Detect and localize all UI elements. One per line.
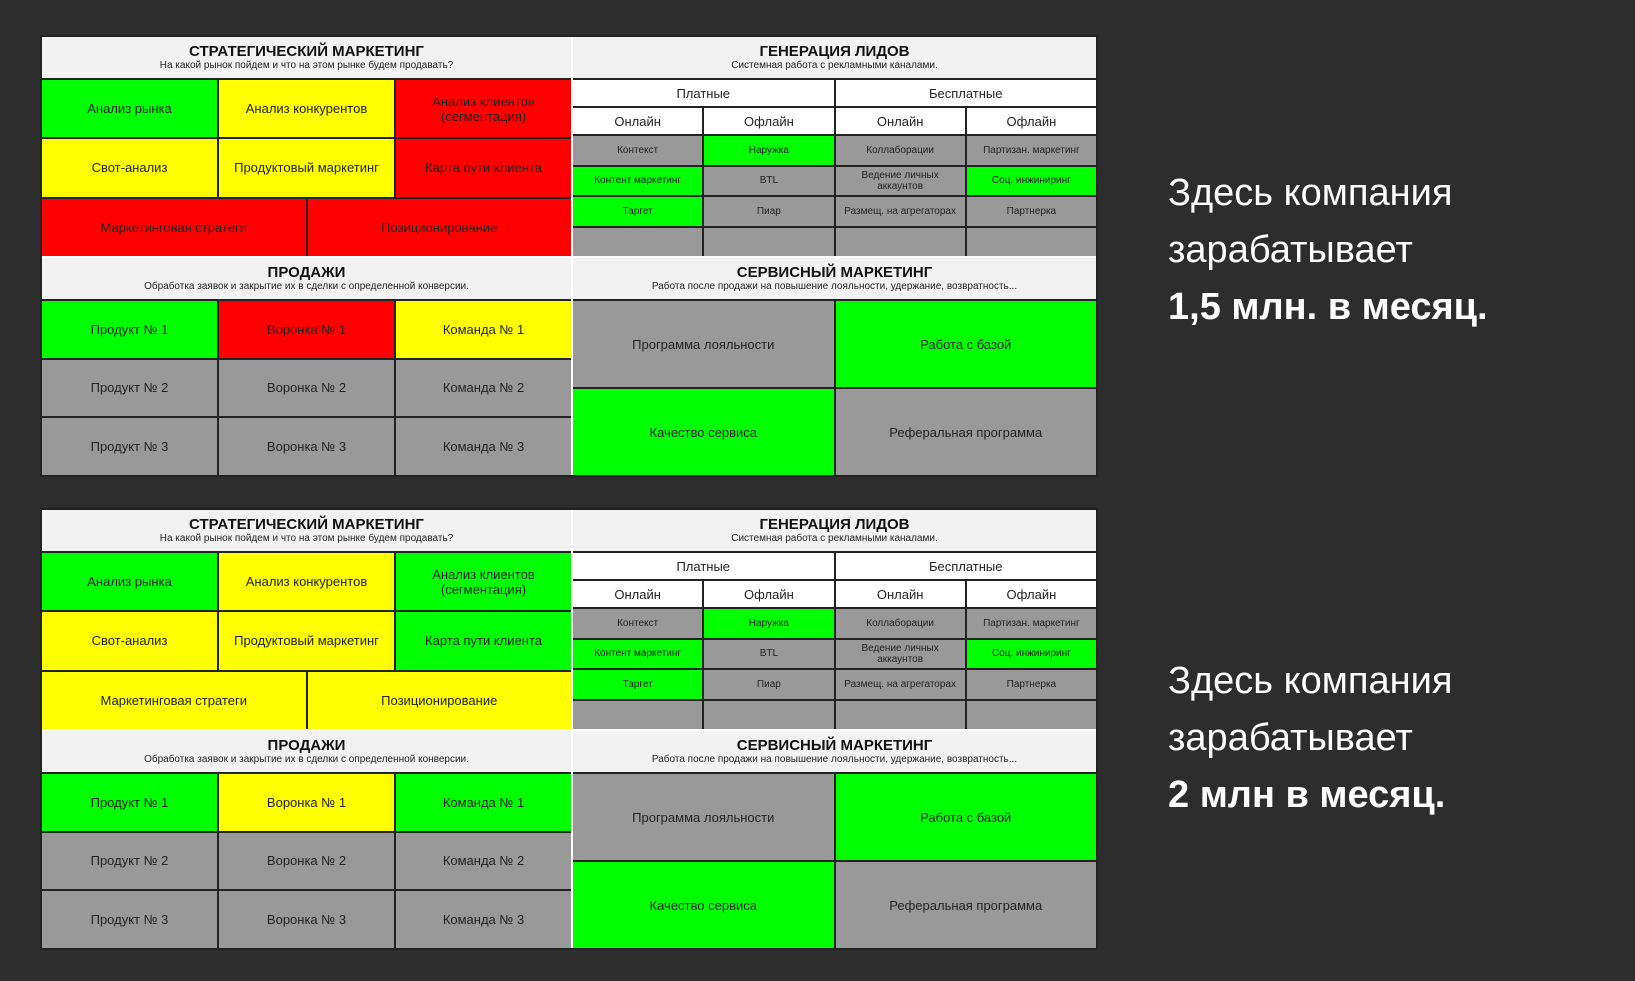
leads-cell: Контекст <box>573 136 702 165</box>
leads-cell: Таргет <box>573 197 702 226</box>
sales-cell: Команда № 1 <box>396 774 571 831</box>
leads-groups-row <box>573 80 1096 106</box>
caption-revenue: 2 млн в месяц. <box>1168 774 1446 816</box>
service-header <box>573 731 1096 772</box>
leads-row <box>573 609 1096 638</box>
revenue-caption-2 <box>1168 653 1608 824</box>
leads-title: ГЕНЕРАЦИЯ ЛИДОВ <box>759 43 910 60</box>
revenue-caption-1 <box>1168 165 1608 336</box>
sales-cell: Воронка № 1 <box>219 774 394 831</box>
sales-cell: Воронка № 3 <box>219 891 394 948</box>
leads-cell <box>836 701 965 730</box>
sales-title: ПРОДАЖИ <box>267 737 346 754</box>
strategic-cell: Карта пути клиента <box>396 612 571 669</box>
leads-cell <box>836 228 965 257</box>
sales-row <box>42 418 571 475</box>
service-subtitle: Работа после продажи на повышение лояльности, удержание, возвратность... <box>651 281 1018 292</box>
strategic-title: СТРАТЕГИЧЕСКИЙ МАРКЕТИНГ <box>189 43 424 60</box>
strategic-row <box>42 612 571 669</box>
sales-cell: Воронка № 2 <box>219 360 394 417</box>
leads-cell: Контент маркетинг <box>573 167 702 196</box>
leads-cell: Размещ. на агрегаторах <box>836 670 965 699</box>
strategic-title: СТРАТЕГИЧЕСКИЙ МАРКЕТИНГ <box>189 516 424 533</box>
leads-channel: Офлайн <box>704 581 833 607</box>
sales-row <box>42 360 571 417</box>
strategic-cell: Анализ клиентов (сегментация) <box>396 553 571 610</box>
strategic-cell: Анализ клиентов (сегментация) <box>396 80 571 137</box>
leads-row <box>573 640 1096 669</box>
leads-row <box>573 197 1096 226</box>
service-title: СЕРВИСНЫЙ МАРКЕТИНГ <box>736 264 933 281</box>
strategic-cell: Маркетинговая стратеги <box>42 672 306 729</box>
service-subtitle: Работа после продажи на повышение лояльности, удержание, возвратность... <box>651 754 1018 765</box>
leads-row <box>573 670 1096 699</box>
sales-cell: Команда № 2 <box>396 833 571 890</box>
strategic-header <box>42 510 571 551</box>
sales-section <box>42 731 571 948</box>
leads-cell: Размещ. на агрегаторах <box>836 197 965 226</box>
caption-line: зарабатывает <box>1168 717 1413 759</box>
leads-row <box>573 228 1096 257</box>
strategic-row <box>42 672 571 729</box>
leads-group-free: Бесплатные <box>836 553 1097 579</box>
caption-line: зарабатывает <box>1168 229 1413 271</box>
sales-row <box>42 891 571 948</box>
sales-cell: Продукт № 2 <box>42 360 217 417</box>
leads-row <box>573 701 1096 730</box>
leads-cell <box>573 701 702 730</box>
leads-channels-row <box>573 108 1096 134</box>
leads-channel: Онлайн <box>836 108 965 134</box>
strategic-row <box>42 199 571 256</box>
strategic-row <box>42 80 571 137</box>
marketing-board-2 <box>40 508 1098 950</box>
service-cell: Работа с базой <box>836 774 1097 860</box>
leads-cell: Соц. инжиниринг <box>967 167 1096 196</box>
leads-cell <box>573 228 702 257</box>
leads-cell <box>704 701 833 730</box>
leads-cell: Таргет <box>573 670 702 699</box>
leads-cell: Наружка <box>704 609 833 638</box>
leads-cell: Контент маркетинг <box>573 640 702 669</box>
service-cell: Реферальная программа <box>836 389 1097 475</box>
strategic-marketing-section <box>42 510 571 729</box>
strategic-cell: Анализ конкурентов <box>219 80 394 137</box>
leads-channel: Онлайн <box>836 581 965 607</box>
lead-generation-section <box>573 37 1096 256</box>
service-title: СЕРВИСНЫЙ МАРКЕТИНГ <box>736 737 933 754</box>
sales-header <box>42 258 571 299</box>
service-row <box>573 862 1096 948</box>
leads-cell: Партнерка <box>967 197 1096 226</box>
marketing-board-1 <box>40 35 1098 477</box>
leads-group-paid: Платные <box>573 553 834 579</box>
service-header <box>573 258 1096 299</box>
leads-cell: Партнерка <box>967 670 1096 699</box>
leads-channel: Онлайн <box>573 581 702 607</box>
caption-revenue: 1,5 млн. в месяц. <box>1168 286 1488 328</box>
service-row <box>573 774 1096 860</box>
leads-cell: Ведение личных аккаунтов <box>836 167 965 196</box>
strategic-row <box>42 553 571 610</box>
sales-header <box>42 731 571 772</box>
sales-cell: Продукт № 1 <box>42 774 217 831</box>
sales-title: ПРОДАЖИ <box>267 264 346 281</box>
strategic-cell: Карта пути клиента <box>396 139 571 196</box>
service-cell: Качество сервиса <box>573 862 834 948</box>
leads-channels-row <box>573 581 1096 607</box>
sales-cell: Команда № 1 <box>396 301 571 358</box>
leads-cell: Партизан. маркетинг <box>967 609 1096 638</box>
sales-cell: Продукт № 1 <box>42 301 217 358</box>
sales-row <box>42 833 571 890</box>
leads-cell <box>967 701 1096 730</box>
sales-row <box>42 301 571 358</box>
service-cell: Работа с базой <box>836 301 1097 387</box>
leads-group-paid: Платные <box>573 80 834 106</box>
leads-cell: Пиар <box>704 197 833 226</box>
caption-line: Здесь компания <box>1168 660 1453 702</box>
strategic-row <box>42 139 571 196</box>
leads-cell: Коллаборации <box>836 136 965 165</box>
strategic-cell: Свот-анализ <box>42 139 217 196</box>
leads-groups-row <box>573 553 1096 579</box>
leads-row <box>573 136 1096 165</box>
leads-header <box>573 510 1096 551</box>
strategic-cell: Позиционирование <box>308 199 572 256</box>
leads-cell <box>704 228 833 257</box>
sales-cell: Команда № 3 <box>396 418 571 475</box>
strategic-cell: Продуктовый маркетинг <box>219 612 394 669</box>
leads-header <box>573 37 1096 78</box>
service-cell: Качество сервиса <box>573 389 834 475</box>
service-row <box>573 301 1096 387</box>
strategic-marketing-section <box>42 37 571 256</box>
sales-subtitle: Обработка заявок и закрытие их в сделки с определенной конверсии. <box>144 754 469 765</box>
leads-cell: Наружка <box>704 136 833 165</box>
service-marketing-section <box>573 258 1096 475</box>
sales-cell: Команда № 3 <box>396 891 571 948</box>
service-cell: Программа лояльности <box>573 301 834 387</box>
leads-title: ГЕНЕРАЦИЯ ЛИДОВ <box>759 516 910 533</box>
sales-cell: Воронка № 3 <box>219 418 394 475</box>
strategic-cell: Продуктовый маркетинг <box>219 139 394 196</box>
lead-generation-section <box>573 510 1096 729</box>
sales-cell: Продукт № 3 <box>42 891 217 948</box>
service-row <box>573 389 1096 475</box>
sales-cell: Воронка № 1 <box>219 301 394 358</box>
service-marketing-section <box>573 731 1096 948</box>
sales-section <box>42 258 571 475</box>
strategic-cell: Позиционирование <box>308 672 572 729</box>
strategic-subtitle: На какой рынок пойдем и что на этом рынке будем продавать? <box>159 533 454 544</box>
sales-row <box>42 774 571 831</box>
leads-cell: Коллаборации <box>836 609 965 638</box>
sales-cell: Воронка № 2 <box>219 833 394 890</box>
leads-channel: Офлайн <box>967 581 1096 607</box>
leads-cell: Пиар <box>704 670 833 699</box>
leads-cell <box>967 228 1096 257</box>
leads-cell: Партизан. маркетинг <box>967 136 1096 165</box>
leads-cell: BTL <box>704 167 833 196</box>
leads-subtitle: Системная работа с рекламными каналами. <box>731 533 938 544</box>
sales-cell: Продукт № 2 <box>42 833 217 890</box>
leads-channel: Офлайн <box>704 108 833 134</box>
leads-cell: Контекст <box>573 609 702 638</box>
strategic-cell: Анализ конкурентов <box>219 553 394 610</box>
caption-line: Здесь компания <box>1168 172 1453 214</box>
leads-row <box>573 167 1096 196</box>
leads-group-free: Бесплатные <box>836 80 1097 106</box>
sales-cell: Продукт № 3 <box>42 418 217 475</box>
leads-subtitle: Системная работа с рекламными каналами. <box>731 60 938 71</box>
strategic-subtitle: На какой рынок пойдем и что на этом рынке будем продавать? <box>159 60 454 71</box>
sales-subtitle: Обработка заявок и закрытие их в сделки с определенной конверсии. <box>144 281 469 292</box>
leads-cell: Ведение личных аккаунтов <box>836 640 965 669</box>
sales-cell: Команда № 2 <box>396 360 571 417</box>
strategic-cell: Анализ рынка <box>42 553 217 610</box>
strategic-cell: Анализ рынка <box>42 80 217 137</box>
strategic-cell: Свот-анализ <box>42 612 217 669</box>
service-cell: Программа лояльности <box>573 774 834 860</box>
strategic-header <box>42 37 571 78</box>
leads-cell: BTL <box>704 640 833 669</box>
leads-channel: Офлайн <box>967 108 1096 134</box>
strategic-cell: Маркетинговая стратеги <box>42 199 306 256</box>
leads-cell: Соц. инжиниринг <box>967 640 1096 669</box>
leads-channel: Онлайн <box>573 108 702 134</box>
service-cell: Реферальная программа <box>836 862 1097 948</box>
